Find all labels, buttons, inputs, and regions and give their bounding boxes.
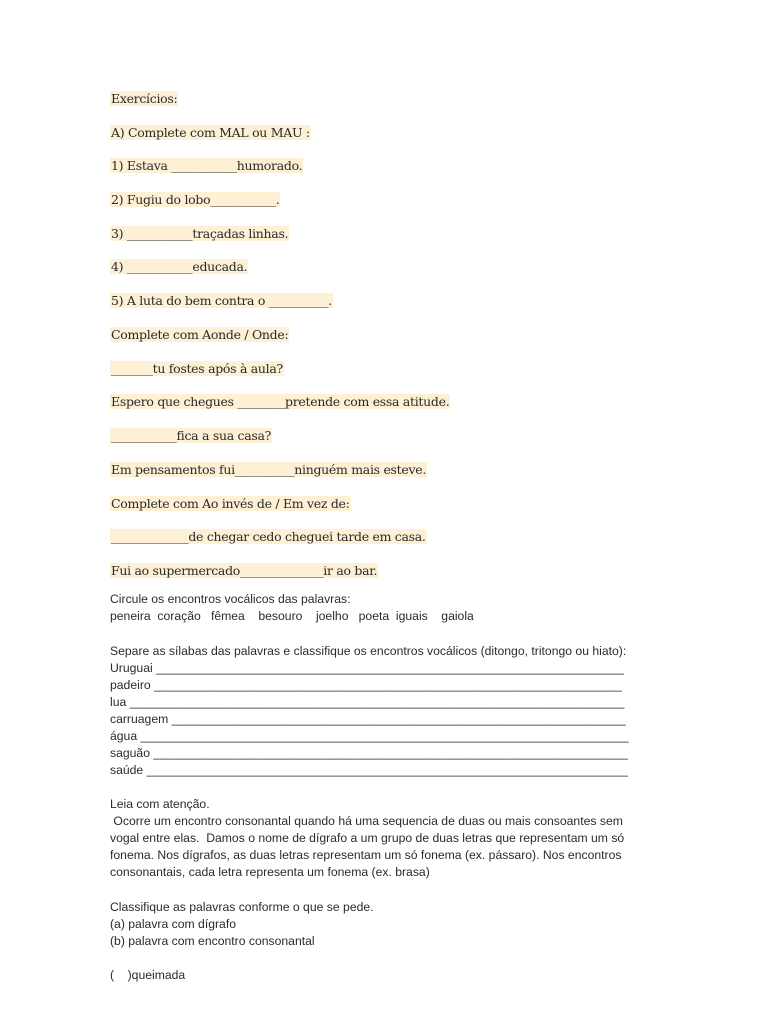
ao-inves-item-1: _____________de chegar cedo cheguei tarde em casa. xyxy=(111,529,426,544)
separe-line-carruagem: carruagem ___________________________________________________________________ xyxy=(110,712,626,726)
separe-line-saude: saúde _______________________________________________________________________ xyxy=(110,763,628,777)
section-a-heading: A) Complete com MAL ou MAU : xyxy=(111,125,310,140)
circle-words: peneira coração fêmea besouro joelho poeta iguais gaiola xyxy=(110,609,474,623)
separe-line-lua: lua _________________________________________________________________________ xyxy=(110,695,625,709)
classifique-heading: Classifique as palavras conforme o que se pede. xyxy=(110,900,374,914)
mal-mau-item-2: 2) Fugiu do lobo___________. xyxy=(111,192,280,207)
separe-heading: Separe as sílabas das palavras e classifique os encontros vocálicos (ditongo, tritongo ou hiato): xyxy=(110,644,627,658)
aonde-onde-item-4: Em pensamentos fui__________ninguém mais esteve. xyxy=(111,462,427,477)
aonde-onde-heading: Complete com Aonde / Onde: xyxy=(111,327,289,342)
leia-paragraph-line-1: Ocorre um encontro consonantal quando há uma sequencia de duas ou mais consoantes sem xyxy=(110,814,623,828)
leia-heading: Leia com atenção. xyxy=(110,797,210,811)
separe-line-uruguai: Uruguai _____________________________________________________________________ xyxy=(110,661,624,675)
leia-paragraph-line-3: fonema. Nos dígrafos, as duas letras representam um só fonema (ex. pássaro). Nos encontros xyxy=(110,848,622,862)
mal-mau-item-3: 3) ___________traçadas linhas. xyxy=(111,226,289,241)
aonde-onde-item-2: Espero que chegues ________pretende com essa atitude. xyxy=(111,394,450,409)
mal-mau-item-1: 1) Estava ___________humorado. xyxy=(111,158,303,173)
aonde-onde-item-3: ___________fica a sua casa? xyxy=(111,428,272,443)
classifique-answer-queimada: ( )queimada xyxy=(110,968,186,982)
leia-paragraph-line-2: vogal entre elas. Damos o nome de dígrafo a um grupo de duas letras que representam um só xyxy=(110,831,625,845)
separe-line-agua: água ________________________________________________________________________ xyxy=(110,729,629,743)
separe-line-padeiro: padeiro _____________________________________________________________________ xyxy=(110,678,622,692)
mal-mau-item-4: 4) ___________educada. xyxy=(111,259,248,274)
ao-inves-item-2: Fui ao supermercado______________ir ao bar. xyxy=(111,563,378,578)
separe-line-saguao: saguão ______________________________________________________________________ xyxy=(110,746,628,760)
leia-paragraph-line-4: consonantais, cada letra representa um fonema (ex. brasa) xyxy=(110,865,430,879)
ao-inves-heading: Complete com Ao invés de / Em vez de: xyxy=(111,496,350,511)
classifique-option-a: (a) palavra com dígrafo xyxy=(110,917,236,931)
circle-heading: Circule os encontros vocálicos das palavras: xyxy=(110,592,351,606)
aonde-onde-item-1: _______tu fostes após à aula? xyxy=(111,361,283,376)
exercises-title: Exercícios: xyxy=(111,91,178,106)
classifique-option-b: (b) palavra com encontro consonantal xyxy=(110,934,315,948)
mal-mau-item-5: 5) A luta do bem contra o __________. xyxy=(111,293,332,308)
